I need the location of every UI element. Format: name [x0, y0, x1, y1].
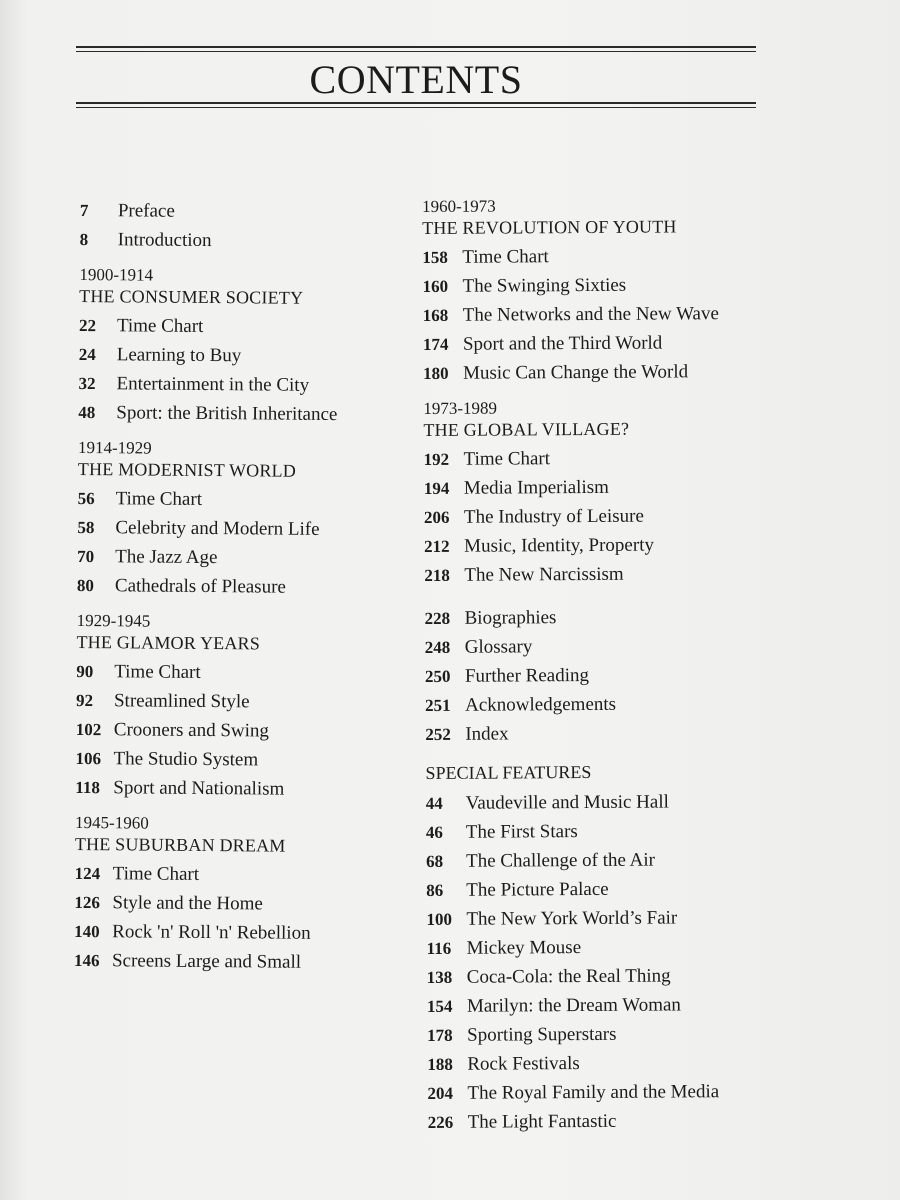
entry-title: The Studio System: [113, 748, 259, 771]
entry-title: The Challenge of the Air: [466, 849, 656, 872]
entry-title: The Picture Palace: [466, 878, 609, 901]
page-number: 154: [426, 996, 453, 1016]
section-years: 1973-1989: [423, 398, 498, 418]
page-number: 118: [75, 777, 100, 798]
page-number: 192: [423, 449, 450, 469]
toc-entry[interactable]: [425, 631, 785, 662]
special-features-list: [426, 787, 788, 1137]
toc-entry[interactable]: [424, 530, 784, 561]
toc-entry[interactable]: [427, 1077, 787, 1108]
toc-entry[interactable]: [427, 1019, 787, 1050]
section-years: 1914-1929: [77, 437, 152, 458]
entry-title: Glossary: [464, 636, 533, 658]
page-number: 126: [74, 892, 101, 913]
section-modernist-world: [77, 437, 438, 603]
entry-title: Vaudeville and Music Hall: [465, 791, 669, 814]
entry-title: Time Chart: [462, 246, 549, 268]
page-number: 194: [423, 478, 450, 498]
toc-entry[interactable]: [425, 660, 785, 691]
page-number: 24: [78, 344, 96, 365]
entry-title: Sport and the Third World: [462, 332, 663, 355]
entry-title: Sport: the British Inheritance: [116, 402, 338, 426]
section-years: 1929-1945: [76, 610, 151, 631]
entry-title: Rock Festivals: [467, 1053, 580, 1075]
toc-entry[interactable]: [422, 270, 782, 301]
entry-title: The New York World’s Fair: [466, 907, 678, 930]
entry-title: Streamlined Style: [113, 690, 250, 713]
entry-title: The Industry of Leisure: [463, 505, 644, 528]
page-number: 204: [427, 1083, 454, 1103]
page-number: 7: [79, 200, 89, 221]
page-number: 100: [426, 909, 452, 929]
page-number: 106: [75, 748, 102, 769]
entry-title: Music Can Change the World: [463, 361, 689, 384]
page-number: 180: [423, 363, 449, 383]
toc-entry[interactable]: [77, 571, 437, 603]
entry-title: The Royal Family and the Media: [467, 1081, 720, 1104]
page-number: 86: [426, 880, 444, 900]
entry-title: Marilyn: the Dream Woman: [466, 994, 681, 1017]
section-revolution-of-youth: [422, 194, 783, 388]
entry-title: Time Chart: [112, 863, 200, 885]
section-years: 1900-1914: [79, 264, 154, 285]
page-number: 44: [425, 793, 443, 813]
entry-title: Crooners and Swing: [113, 719, 270, 742]
contents-right-column: [422, 194, 788, 1137]
special-features-heading: SPECIAL FEATURES: [425, 761, 592, 783]
toc-entry[interactable]: [75, 744, 435, 776]
entry-title: Time Chart: [116, 315, 204, 337]
toc-entry[interactable]: [80, 225, 440, 257]
toc-entry[interactable]: [79, 340, 439, 372]
toc-entry[interactable]: [427, 932, 787, 963]
entry-title: The Light Fantastic: [467, 1110, 617, 1133]
toc-entry[interactable]: [78, 484, 438, 516]
entry-title: The First Stars: [465, 821, 578, 843]
toc-entry[interactable]: [427, 961, 787, 992]
toc-entry[interactable]: [424, 559, 784, 590]
section-heading: THE MODERNIST WORLD: [77, 458, 297, 481]
toc-entry[interactable]: [422, 241, 782, 272]
back-matter-list: [424, 602, 785, 749]
page-number: 226: [427, 1112, 454, 1132]
entry-title: Preface: [117, 200, 175, 222]
entry-title: The Swinging Sixties: [462, 274, 627, 297]
toc-entry[interactable]: [79, 311, 439, 343]
page-number: 206: [423, 507, 450, 527]
page-number: 124: [74, 863, 101, 884]
page-number: 56: [77, 488, 95, 509]
entry-title: Learning to Buy: [116, 344, 242, 367]
entry-title: The Jazz Age: [115, 546, 218, 569]
page-number: 178: [427, 1025, 453, 1045]
entry-title: Music, Identity, Property: [464, 534, 654, 557]
section-years: 1945-1960: [75, 812, 149, 833]
entry-title: Index: [465, 723, 509, 745]
contents-left-column: [74, 196, 440, 978]
toc-entry[interactable]: [423, 328, 783, 359]
toc-entry[interactable]: [78, 369, 438, 401]
entry-title: The New Narcissism: [464, 563, 624, 586]
entry-title: The Networks and the New Wave: [462, 303, 719, 326]
page-number: 251: [425, 695, 451, 715]
toc-entry[interactable]: [428, 1106, 788, 1137]
entry-title: Further Reading: [464, 664, 590, 687]
toc-entry[interactable]: [423, 299, 783, 330]
entry-title: Cathedrals of Pleasure: [114, 575, 286, 598]
page-number: 8: [79, 229, 89, 250]
toc-entry[interactable]: [77, 513, 437, 545]
toc-entry[interactable]: [426, 816, 786, 847]
page-number: 140: [74, 921, 100, 942]
page-number: 158: [422, 247, 448, 267]
toc-entry[interactable]: [77, 542, 437, 574]
section-suburban-dream: [74, 812, 435, 978]
section-years: 1960-1973: [422, 196, 496, 216]
entry-title: Screens Large and Small: [111, 950, 302, 973]
page-number: 102: [75, 719, 102, 740]
toc-entry[interactable]: [75, 773, 435, 805]
page-number: 212: [424, 536, 450, 556]
section-heading: THE GLAMOR YEARS: [76, 631, 261, 654]
page-number: 138: [426, 967, 453, 987]
toc-entry[interactable]: [76, 657, 436, 689]
toc-entry[interactable]: [74, 917, 434, 949]
page-number: 248: [424, 637, 451, 657]
page-number: 218: [424, 565, 450, 585]
entry-title: Mickey Mouse: [466, 937, 582, 959]
entry-title: Time Chart: [463, 448, 551, 470]
toc-entry[interactable]: [423, 357, 783, 388]
section-global-village: [423, 396, 784, 590]
toc-entry[interactable]: [80, 196, 440, 228]
entry-title: Entertainment in the City: [116, 373, 310, 396]
section-glamor-years: [75, 610, 436, 805]
page-number: 70: [77, 546, 95, 567]
toc-entry[interactable]: [425, 689, 785, 720]
entry-title: Coca-Cola: the Real Thing: [466, 965, 671, 988]
page-number: 168: [422, 305, 449, 325]
page-number: 48: [78, 402, 96, 423]
section-heading: THE GLOBAL VILLAGE?: [423, 418, 630, 440]
toc-entry[interactable]: [426, 787, 786, 818]
toc-entry[interactable]: [427, 990, 787, 1021]
page-number: 160: [422, 276, 449, 296]
page-number: 90: [76, 661, 94, 682]
page-number: 80: [76, 575, 95, 596]
top-double-rule: [76, 46, 756, 55]
page-number: 146: [73, 950, 100, 971]
toc-entry[interactable]: [424, 501, 784, 532]
toc-entry[interactable]: [425, 718, 785, 749]
page-number: 22: [78, 315, 97, 336]
entry-title: Rock 'n' Roll 'n' Rebellion: [112, 921, 311, 944]
section-heading: THE REVOLUTION OF YOUTH: [422, 216, 677, 238]
entry-title: Sporting Superstars: [467, 1023, 617, 1046]
section-heading: THE SUBURBAN DREAM: [74, 833, 286, 856]
page-number: 188: [427, 1054, 453, 1074]
toc-entry[interactable]: [424, 602, 784, 633]
toc-entry[interactable]: [426, 845, 786, 876]
toc-entry[interactable]: [78, 398, 438, 430]
toc-entry[interactable]: [426, 903, 786, 934]
toc-entry[interactable]: [76, 715, 436, 747]
toc-entry[interactable]: [427, 1048, 787, 1079]
entry-title: Introduction: [117, 229, 212, 252]
page-number: 32: [78, 373, 96, 394]
page-number: 250: [424, 666, 451, 686]
entry-title: Acknowledgements: [465, 693, 617, 716]
toc-entry[interactable]: [74, 888, 434, 920]
entry-title: Celebrity and Modern Life: [115, 517, 320, 540]
page-number: 68: [426, 851, 444, 871]
page-number: 174: [422, 334, 449, 354]
page-number: 58: [77, 517, 95, 538]
bottom-double-rule: [76, 102, 756, 111]
page-title: CONTENTS: [309, 57, 523, 102]
entry-title: Sport and Nationalism: [113, 777, 285, 800]
entry-title: Time Chart: [115, 488, 203, 510]
entry-title: Style and the Home: [112, 892, 263, 915]
toc-entry[interactable]: [74, 946, 434, 978]
page-number: 116: [426, 938, 452, 958]
toc-entry[interactable]: [424, 472, 784, 503]
toc-entry[interactable]: [75, 859, 435, 891]
toc-entry[interactable]: [426, 874, 786, 905]
section-consumer-society: [78, 264, 439, 430]
page-number: 228: [424, 608, 451, 628]
entry-title: Time Chart: [114, 661, 201, 683]
entry-title: Biographies: [464, 607, 557, 629]
page-number: 46: [425, 822, 443, 842]
toc-entry[interactable]: [76, 686, 436, 718]
entry-title: Media Imperialism: [463, 476, 609, 499]
section-heading: THE CONSUMER SOCIETY: [79, 285, 304, 308]
toc-entry[interactable]: [424, 443, 784, 474]
page-number: 252: [425, 724, 451, 744]
page-number: 92: [75, 690, 94, 711]
